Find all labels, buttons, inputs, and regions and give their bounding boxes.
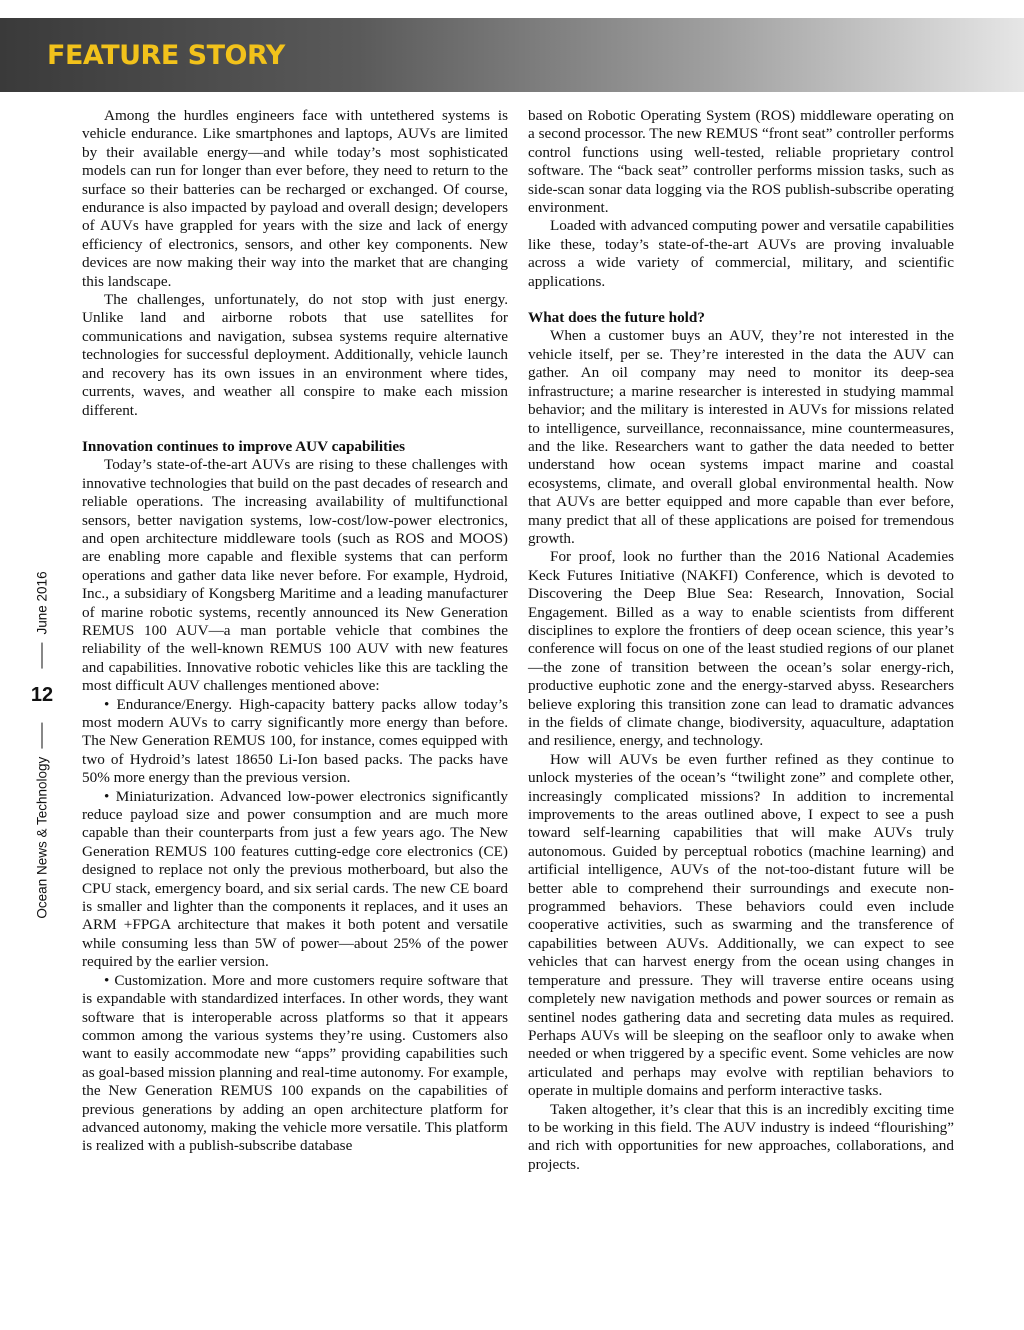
divider [42, 723, 43, 749]
right-column [528, 107, 954, 1174]
section-heading: Innovation continues to improve AUV capabilities [82, 437, 406, 455]
bullet-paragraph: • Endurance/Energy. High-capacity battery packs allow today’s most modern AUVs to carry significantly more energy than before. The New Generation REMUS 100, for instance, comes equipped with two of Hydroid’s latest 18650 Li-Ion based packs. The packs have 50% more energy than the previous version. [82, 695, 508, 787]
page-number: 12 [30, 684, 54, 707]
paragraph: How will AUVs be even further refined as they continue to unlock mysteries of the ocean’s “twilight zone” and complete other, increasingly complicated missions? In addition to incremental improvements to the areas outlined above, I expect to see a push toward self-learning capabilities that will make AUVs truly autonomous. Guided by perceptual robotics (machine learning) and artificial intelligence, AUVs of the not-too-distant future will be better able to comprehend their surroundings and execute non-programmed behaviors. These behaviors could even include cooperative activities, such as swarming and the transference of capabilities between AUVs. Additionally, we can expect to see vehicles that can harvest energy from the ocean using changes in temperature and pressure. They will traverse entire oceans using completely new navigation methods and power sources or remain as sentinel nodes gathering data and secreting data mules as required. Perhaps AUVs will be sleeping on the seafloor only to awake when needed or when triggered by a specific event. Some vehicles are now articulated and perhaps may evolve with reptilian behaviors to operate in multiple domains and perform interactive tasks. [528, 750, 954, 1100]
paragraph: based on Robotic Operating System (ROS) middleware operating on a second processor. The new REMUS “front seat” controller performs control functions using well-tested, reliable proprietary control software. The “back seat” controller performs mission tasks, such as side-scan sonar data logging via the ROS publish-subscribe operating environment. [528, 107, 954, 217]
page-footer-vertical [22, 571, 62, 919]
section-heading: What does the future hold? [528, 309, 705, 327]
paragraph: Today’s state-of-the-art AUVs are rising to these challenges with innovative technologies that build on the past decades of research and reliable operations. The increasing availability of multifunctional sensors, better navigation systems, low-cost/low-power electronics, and open architecture middleware tools (such as ROS and MOOS) are enabling more capable and flexible systems that can perform operations and gather data like never before. For example, Hydroid, Inc., a subsidiary of Kongsberg Maritime and a leading manufacturer of marine robotic systems, recently announced its New Generation REMUS 100 AUV—a man portable vehicle that combines the reliability of the well-known REMUS 100 AUV with new features and capabilities. Innovative robotic vehicles like this are tackling the most difficult AUV challenges mentioned above: [82, 456, 508, 695]
paragraph: Loaded with advanced computing power and versatile capabilities like these, today’s state-of-the-art AUVs are proving invaluable across a wide variety of commercial, military, and scientific applications. [528, 217, 954, 290]
bullet-paragraph: • Miniaturization. Advanced low-power electronics significantly reduce payload size and power consumption and are much more capable than their counterparts from just a few years ago. The New Generation REMUS 100 features cutting-edge core electronics (CE) designed to replace not only the previous motherboard, but also the CPU stack, emergency board, and six serial cards. The new CE board is smaller and lighter than the components it replaces, and it uses an ARM +FPGA architecture that makes it both potent and versatile while consuming less than 5W of power—about 25% of the power required by the earlier version. [82, 787, 508, 971]
paragraph: Among the hurdles engineers face with untethered systems is vehicle endurance. Like smartphones and laptops, AUVs are limited by their available energy—and while today’s most sophisticated models can run for longer than ever before, they need to return to the surface so their batteries can be recharged or exchanged. Of course, endurance is also impacted by payload and overall design; developers of AUVs have grappled for years with the size and lack of energy efficiency of electronics, sensors, and other key components. New devices are now making their way into the market that are changing this landscape. [82, 107, 508, 290]
publication-name: Ocean News & Technology [34, 756, 50, 919]
paragraph: When a customer buys an AUV, they’re not interested in the vehicle itself, per se. They’re interested in the data the AUV can gather. An oil company may need to monitor its deep-sea infrastructure; a marine researcher is interested in studying mammal behavior; and the military is interested in AUVs for missions related to intelligence, surveillance, reconnaissance, mine countermeasures, and the like. Researchers want to gather the data needed to better understand how ocean systems impact marine and coastal ecosystems, climate, and overall global environmental health. Now that AUVs are better equipped and more capable than ever before, many predict that all of these applications are poised for tremendous growth. [528, 327, 954, 547]
divider [42, 642, 43, 668]
issue-date: June 2016 [34, 571, 50, 635]
bullet-paragraph: • Customization. More and more customers require software that is expandable with standardized interfaces. In other words, they want software that is interoperable across platforms so that it appears common among the various systems they’re using. Customers also want to easily accommodate new “apps” providing capabilities such as goal-based mission planning and real-time autonomy. For example, the New Generation REMUS 100 expands on the capabilities of previous generations by adding an open architecture platform for advanced autonomy, making the vehicle more versatile. This platform is realized with a publish-subscribe database [82, 971, 508, 1155]
left-column [82, 107, 508, 1156]
paragraph: For proof, look no further than the 2016 National Academies Keck Futures Initiative (NAKFI) Conference, which is devoted to Discovering the Deep Blue Sea: Research, Innovation, Social Engagement. Billed as a way to enable scientists from different disciplines to explore the frontiers of deep ocean science, this year’s conference will focus on one of the least studied regions of our planet—the zone of transition between the ocean’s solar energy-rich, productive euphotic zone and the energy-starved abyss. Researchers believe exploring this transition zone can lead to dramatic advances in the fields of climate change, biodiversity, aquaculture, adaptation and resilience, energy, and technology. [528, 548, 954, 750]
paragraph: The challenges, unfortunately, do not stop with just energy. Unlike land and airborne robots that use satellites for communications and navigation, subsea systems require alternative technologies for successful deployment. Additionally, vehicle launch and recovery has its own issues in an environment where tides, currents, waves, and weather all conspire to make each mission different. [82, 291, 508, 419]
paragraph: Taken altogether, it’s clear that this is an incredibly exciting time to be working in this field. The AUV industry is indeed “flourishing” and rich with opportunities for new approaches, collaborations, and projects. [528, 1100, 954, 1173]
section-banner [0, 18, 1024, 92]
section-title: FEATURE STORY [47, 40, 285, 71]
